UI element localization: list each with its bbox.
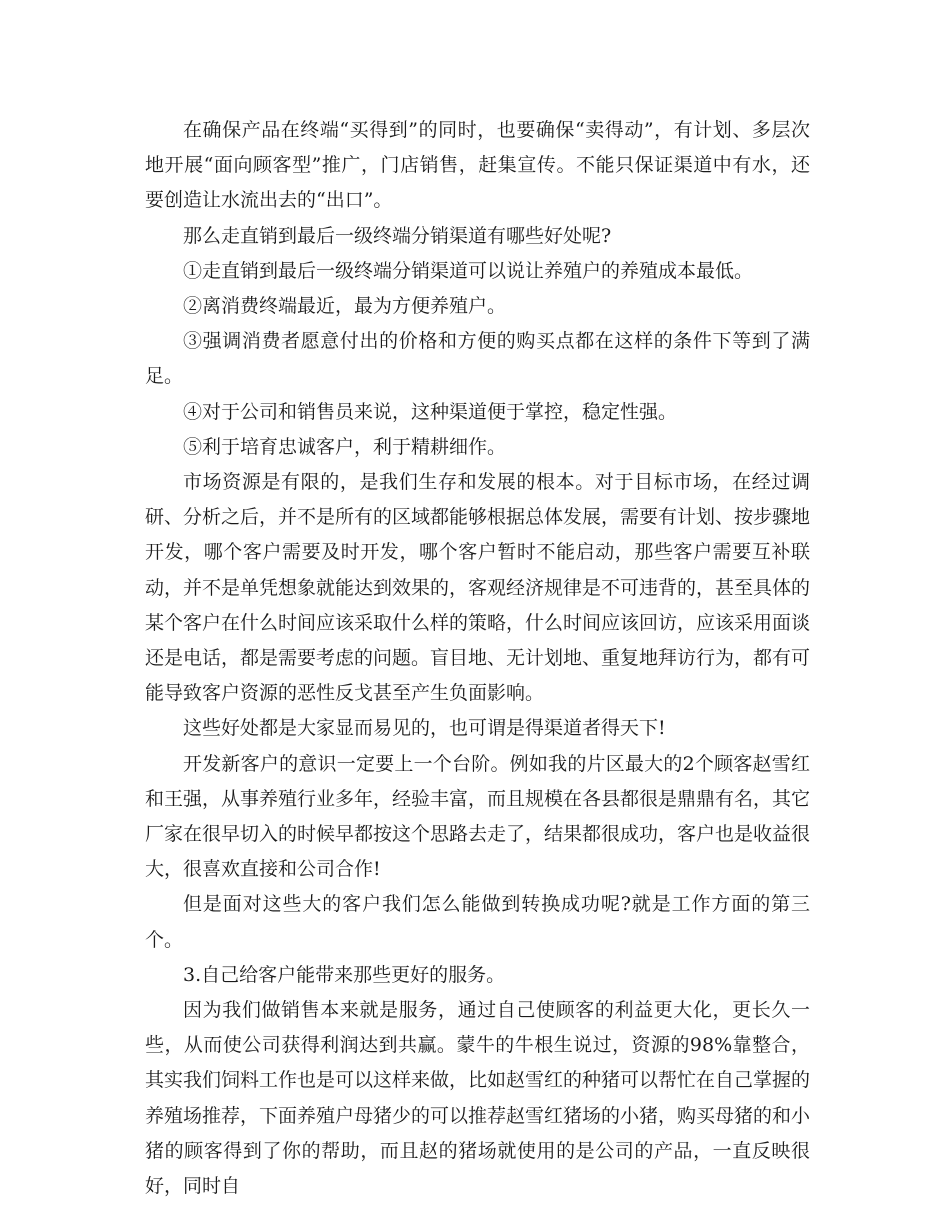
paragraph-5: ③强调消费者愿意付出的价格和方便的购买点都在这样的条件下等到了满足。 bbox=[145, 330, 810, 388]
document-body bbox=[145, 113, 810, 1204]
paragraph-7: ⑤利于培育忠诚客户，利于精耕细作。 bbox=[183, 435, 507, 458]
paragraph-9: 这些好处都是大家显而易见的，也可谓是得渠道者得天下! bbox=[183, 717, 666, 740]
paragraph-1: 在确保产品在终端“买得到”的同时，也要确保“卖得动”，有计划、多层次地开展“面向顾客型”推广，门店销售，赶集宣传。不能只保证渠道中有水，还要创造让水流出去的“出口”。 bbox=[145, 119, 810, 212]
paragraph-2: 那么走直销到最后一级终端分销渠道有哪些好处呢? bbox=[183, 224, 612, 247]
paragraph-3: ①走直销到最后一级终端分销渠道可以说让养殖户的养殖成本最低。 bbox=[183, 259, 754, 282]
paragraph-12: 3.自己给客户能带来那些更好的服务。 bbox=[183, 963, 506, 986]
paragraph-8: 市场资源是有限的，是我们生存和发展的根本。对于目标市场，在经过调研、分析之后，并不是所有的区域都能够根据总体发展，需要有计划、按步骤地开发，哪个客户需要及时开发，哪个客户暂时不能启动，那些客户需要互补联动，并不是单凭想象就能达到效果的，客观经济规律是不可违背的，甚至具体的某个客户在什么时间应该采取什么样的策略，什么时间应该回访，应该采用面谈还是电话，都是需要考虑的问题。盲目地、无计划地、重复地拜访行为，都有可能导致客户资源的恶性反戈甚至产生负面影响。 bbox=[145, 471, 811, 705]
paragraph-11: 但是面对这些大的客户我们怎么能做到转换成功呢?就是工作方面的第三个。 bbox=[145, 893, 810, 951]
paragraph-10: 开发新客户的意识一定要上一个台阶。例如我的片区最大的2个顾客赵雪红和王强，从事养殖行业多年，经验丰富，而且规模在各县都很是鼎鼎有名，其它厂家在很早切入的时候早都按这个思路去走了，结果都很成功，客户也是收益很大，很喜欢直接和公司合作! bbox=[145, 752, 811, 881]
paragraph-4: ②离消费终端最近，最为方便养殖户。 bbox=[183, 295, 507, 318]
paragraph-6: ④对于公司和销售员来说，这种渠道便于掌控，稳定性强。 bbox=[183, 400, 678, 423]
paragraph-13: 因为我们做销售本来就是服务，通过自己使顾客的利益更大化，更长久一些，从而使公司获得利润达到共赢。蒙牛的牛根生说过，资源的98%靠整合，其实我们饲料工作也是可以这样来做，比如赵雪红的种猪可以帮忙在自己掌握的养殖场推荐，下面养殖户母猪少的可以推荐赵雪红猪场的小猪，购买母猪的和小猪的顾客得到了你的帮助，而且赵的猪场就使用的是公司的产品，一直反映很好，同时自 bbox=[145, 999, 811, 1198]
